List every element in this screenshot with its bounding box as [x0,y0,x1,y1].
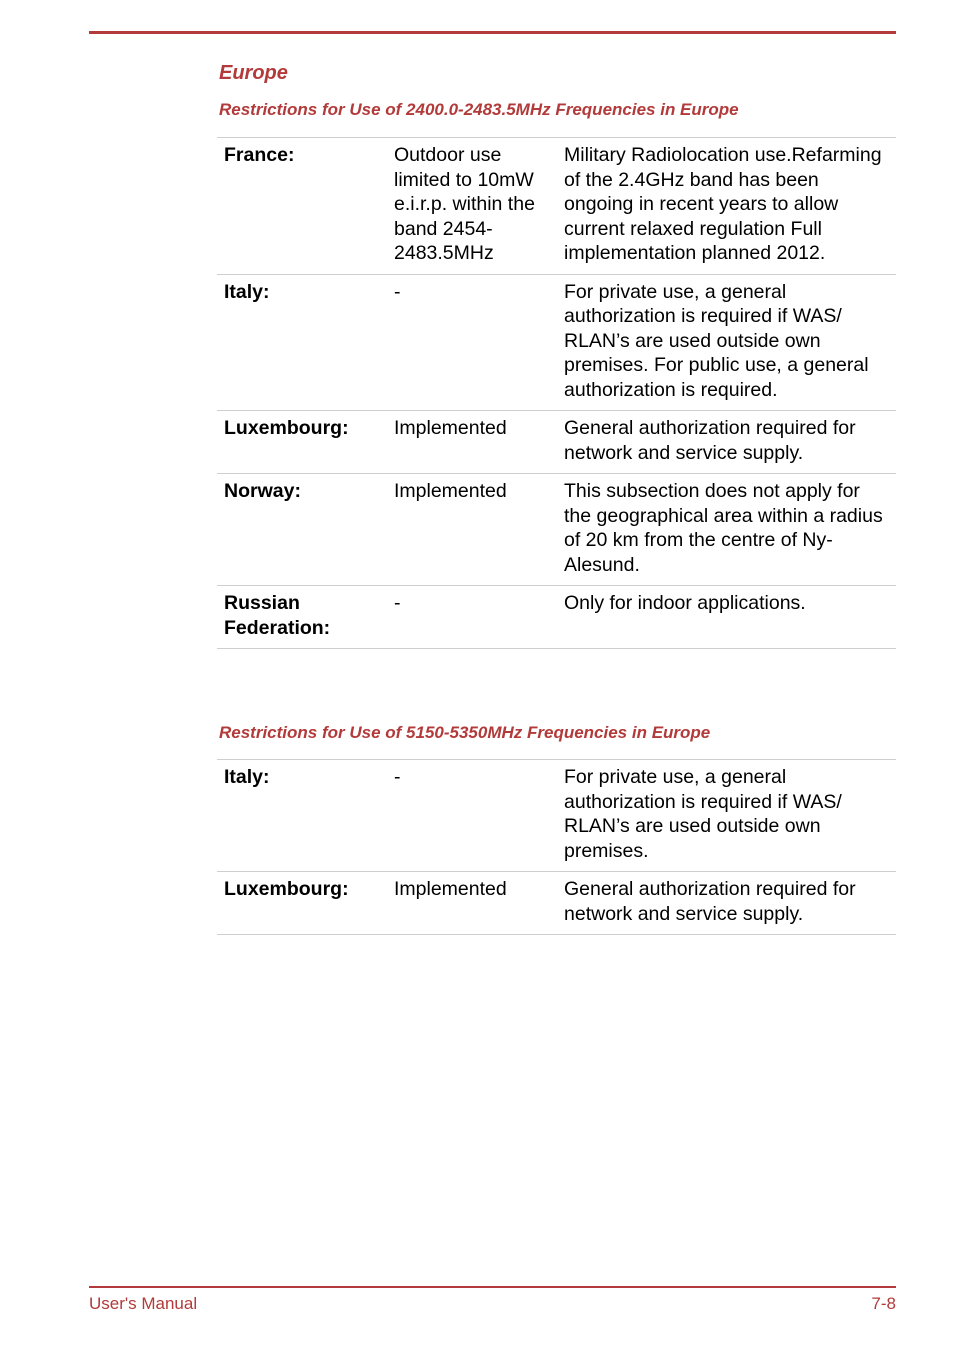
notes-cell: This subsection does not apply for the geographical area within a radius of 20 km from the centre of Ny-Alesund. [557,474,896,586]
status-cell: Implemented [387,872,557,935]
country-cell: Italy: [217,274,387,411]
status-cell: Implemented [387,474,557,586]
country-cell: Russian Federation: [217,586,387,649]
table-row [217,138,896,275]
country-cell: Luxembourg: [217,872,387,935]
table1-title: Restrictions for Use of 2400.0-2483.5MHz Frequencies in Europe [219,100,739,119]
footer-rule [89,1286,896,1288]
status-cell: - [387,760,557,872]
table-row [217,586,896,649]
table2-title: Restrictions for Use of 5150-5350MHz Frequencies in Europe [219,723,711,742]
status-cell: - [387,586,557,649]
status-cell: Implemented [387,411,557,474]
notes-cell: For private use, a general authorization is required if WAS/ RLAN’s are used outside own premises. For public use, a general authorization is required. [557,274,896,411]
table-row [217,474,896,586]
status-cell: Outdoor use limited to 10mW e.i.r.p. within the band 2454-2483.5MHz [387,138,557,275]
table-row [217,872,896,935]
notes-cell: General authorization required for network and service supply. [557,411,896,474]
table-row [217,411,896,474]
country-cell: Italy: [217,760,387,872]
status-cell: - [387,274,557,411]
footer-manual-label: User's Manual [89,1294,198,1313]
table-5150mhz-restrictions [217,759,896,935]
notes-cell: Only for indoor applications. [557,586,896,649]
table-2400mhz-restrictions [217,137,896,649]
country-cell: Luxembourg: [217,411,387,474]
country-cell: France: [217,138,387,275]
header-rule [89,31,896,34]
section-title: Europe [219,62,288,84]
notes-cell: General authorization required for network and service supply. [557,872,896,935]
country-cell: Norway: [217,474,387,586]
notes-cell: Military Radiolocation use.Refarming of the 2.4GHz band has been ongoing in recent years to allow current relaxed regulation Full implementation planned 2012. [557,138,896,275]
table-row [217,760,896,872]
table-row [217,274,896,411]
page-number: 7-8 [871,1294,896,1313]
notes-cell: For private use, a general authorization is required if WAS/ RLAN’s are used outside own premises. [557,760,896,872]
